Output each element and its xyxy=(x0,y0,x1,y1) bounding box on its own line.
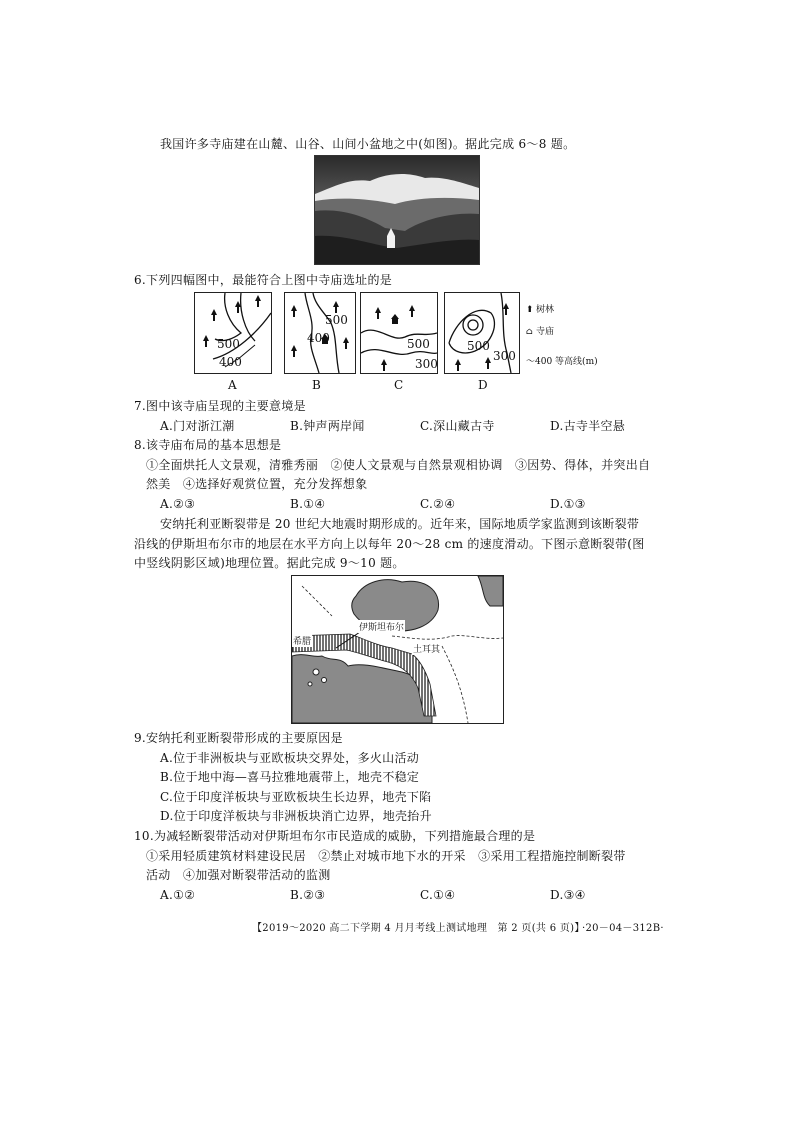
map-d-contour-500: 500 xyxy=(467,339,490,353)
legend-temple: ⌂ 寺庙 xyxy=(526,327,555,337)
footer-code: ·20－04－312B· xyxy=(582,923,664,934)
map-b-contour-500: 500 xyxy=(325,313,348,327)
istanbul-label: 伊斯坦布尔 xyxy=(358,620,405,633)
fault-zone-map xyxy=(291,575,504,724)
q8-option-c: C.②④ xyxy=(420,497,456,511)
q9-stem: 9.安纳托利亚断裂带形成的主要原因是 xyxy=(134,731,343,745)
q7-option-b: B.钟声两岸闻 xyxy=(290,419,365,433)
map-c-contour-300: 300 xyxy=(415,357,438,371)
q8-option-a: A.②③ xyxy=(160,497,196,511)
q7-option-c: C.深山藏古寺 xyxy=(420,419,495,433)
q7-option-a: A.门对浙江潮 xyxy=(160,419,235,433)
intro-text-q9-10-line1: 安纳托利亚断裂带是 20 世纪大地震时期形成的。近年来，国际地质学家监测到该断裂带 xyxy=(160,517,640,531)
temple-icon: ⌂ xyxy=(526,327,533,337)
q10-stem: 10.为减轻断裂带活动对伊斯坦布尔市民造成的威胁，下列措施最合理的是 xyxy=(134,829,536,843)
q8-statements-line1: ①全面烘托人文景观，清雅秀丽 ②使人文景观与自然景观相协调 ③因势、得体，并突出自 xyxy=(146,458,651,472)
map-c xyxy=(360,292,438,374)
q9-option-a: A.位于非洲板块与亚欧板块交界处，多火山活动 xyxy=(160,751,420,765)
greece-label: 希腊 xyxy=(292,634,312,647)
footer-page-info: 【2019～2020 高二下学期 4 月月考线上测试地理 第 2 页(共 6 页)】 xyxy=(252,923,585,934)
q7-stem: 7.图中该寺庙呈现的主要意境是 xyxy=(134,399,306,413)
q8-stem: 8.该寺庙布局的基本思想是 xyxy=(134,438,282,452)
q9-option-b: B.位于地中海—喜马拉雅地震带上，地壳不稳定 xyxy=(160,770,420,784)
q10-option-c: C.①④ xyxy=(420,888,456,902)
map-c-contour-500: 500 xyxy=(407,337,430,351)
q10-option-b: B.②③ xyxy=(290,888,326,902)
legend-forest: ⬆ 树林 xyxy=(526,305,555,315)
map-b xyxy=(284,292,356,374)
map-d xyxy=(444,292,520,374)
q6-stem: 6.下列四幅图中，最能符合上图中寺庙选址的是 xyxy=(134,273,393,287)
q8-option-b: B.①④ xyxy=(290,497,326,511)
contour-line-icon: 〜 xyxy=(526,357,536,367)
map-d-contour-300: 300 xyxy=(493,349,516,363)
turkey-label: 土耳其 xyxy=(412,642,441,655)
q9-option-c: C.位于印度洋板块与亚欧板块生长边界，地壳下陷 xyxy=(160,790,432,804)
q8-option-d: D.①③ xyxy=(550,497,586,511)
map-a-contour-400: 400 xyxy=(219,355,242,369)
map-a xyxy=(194,292,272,374)
intro-text-q6-8: 我国许多寺庙建在山麓、山谷、山间小盆地之中(如图)。据此完成 6～8 题。 xyxy=(160,137,576,151)
q8-statements-line2: 然美 ④选择好观赏位置，充分发挥想象 xyxy=(146,477,368,491)
q10-statements-line1: ①采用轻质建筑材料建设民居 ②禁止对城市地下水的开采 ③采用工程措施控制断裂带 xyxy=(146,849,626,863)
map-c-label: C xyxy=(394,378,404,392)
map-a-label: A xyxy=(228,378,237,392)
legend-contour: 〜400 等高线(m) xyxy=(526,357,598,367)
forest-icon: ⬆ xyxy=(526,305,534,315)
map-a-contour-500: 500 xyxy=(217,337,240,351)
q9-option-d: D.位于印度洋板块与非洲板块消亡边界，地壳抬升 xyxy=(160,809,432,823)
map-b-contour-400: 400 xyxy=(307,331,330,345)
q10-option-d: D.③④ xyxy=(550,888,586,902)
map-d-label: D xyxy=(478,378,488,392)
q10-option-a: A.①② xyxy=(160,888,196,902)
q7-option-d: D.古寺半空悬 xyxy=(550,419,626,433)
q10-statements-line2: 活动 ④加强对断裂带活动的监测 xyxy=(146,868,331,882)
intro-text-q9-10-line3: 中竖线阴影区域)地理位置。据此完成 9～10 题。 xyxy=(134,556,405,570)
map-b-label: B xyxy=(312,378,321,392)
temple-photo xyxy=(314,155,480,265)
intro-text-q9-10-line2: 沿线的伊斯坦布尔市的地层在水平方向上以每年 20～28 cm 的速度滑动。下图示意断裂带(图 xyxy=(134,537,645,551)
